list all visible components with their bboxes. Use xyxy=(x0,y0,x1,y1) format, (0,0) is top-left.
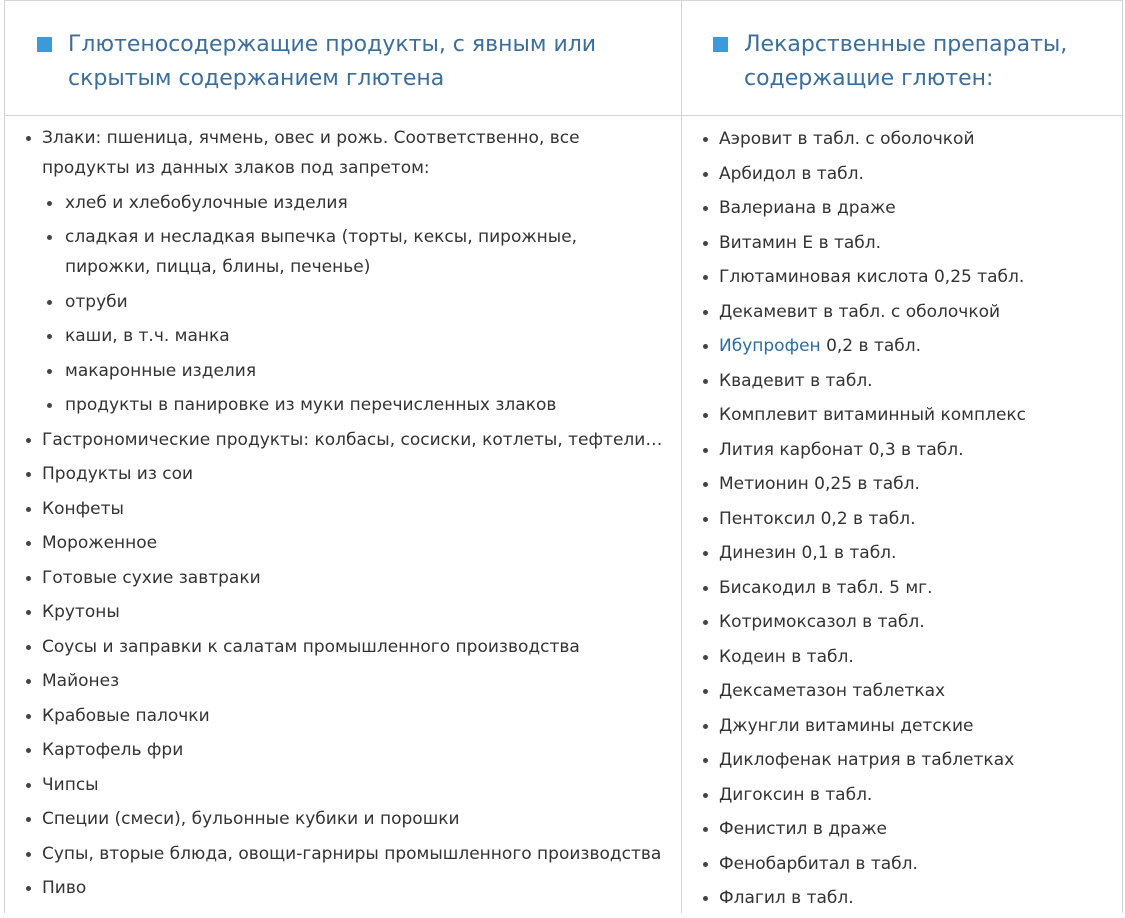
ibuprofen-dosage-text: 0,2 в табл. xyxy=(820,336,922,356)
sublist-item: каши, в т.ч. манка xyxy=(65,321,672,351)
list-item: Арбидол в табл. xyxy=(719,159,1119,189)
list-item: Комплевит витаминный комплекс xyxy=(719,400,1119,430)
list-item: Дигоксин в табл. xyxy=(719,780,1119,810)
sublist-item: хлеб и хлебобулочные изделия xyxy=(65,188,672,218)
list-item: Крутоны xyxy=(42,597,672,627)
list-item: Продукты из сои xyxy=(42,459,672,489)
list-item: Аэровит в табл. с оболочкой xyxy=(719,124,1119,154)
list-item: Кодеин в табл. xyxy=(719,642,1119,672)
list-item: Картофель фри xyxy=(42,735,672,765)
drugs-list xyxy=(719,124,1119,918)
list-item: Метионин 0,25 в табл. xyxy=(719,469,1119,499)
sublist-item: продукты в панировке из муки перечисленных злаков xyxy=(65,390,672,420)
list-item: Бисакодил в табл. 5 мг. xyxy=(719,573,1119,603)
cereals-intro-text: Злаки: пшеница, ячмень, овес и рожь. Соответственно, все продукты из данных злаков под запретом: xyxy=(42,128,580,178)
square-bullet-icon xyxy=(37,37,52,52)
foods-header-title: Глютеносодержащие продукты, с явным или скрытым содержанием глютена xyxy=(68,32,597,91)
square-bullet-icon xyxy=(713,37,728,52)
sublist-item: макаронные изделия xyxy=(65,356,672,386)
foods-list xyxy=(42,123,672,908)
header-cell-drugs xyxy=(682,1,1122,115)
list-item: Мороженное xyxy=(42,528,672,558)
list-item: Фенистил в драже xyxy=(719,814,1119,844)
list-item: Супы, вторые блюда, овощи-гарниры промышленного производства xyxy=(42,839,672,869)
list-item: Чипсы xyxy=(42,770,672,800)
list-item: Витамин Е в табл. xyxy=(719,228,1119,258)
list-item: Флагил в табл. xyxy=(719,883,1119,913)
list-item-ibuprofen xyxy=(719,331,1119,361)
column-divider xyxy=(681,1,682,913)
list-item: Пентоксил 0,2 в табл. xyxy=(719,504,1119,534)
list-item: Котримоксазол в табл. xyxy=(719,607,1119,637)
list-item: Соусы и заправки к салатам промышленного производства xyxy=(42,632,672,662)
list-item: Пиво xyxy=(42,873,672,903)
list-item: Дексаметазон таблетках xyxy=(719,676,1119,706)
cereal-products-sublist xyxy=(42,188,672,421)
list-item: Гастрономические продукты: колбасы, сосиски, котлеты, тефтели… xyxy=(42,425,672,455)
list-item: Лития карбонат 0,3 в табл. xyxy=(719,435,1119,465)
list-item: Валериана в драже xyxy=(719,193,1119,223)
list-item: Конфеты xyxy=(42,494,672,524)
drugs-header-title: Лекарственные препараты, содержащие глютен: xyxy=(744,32,1068,91)
list-item: Майонез xyxy=(42,666,672,696)
list-item: Крабовые палочки xyxy=(42,701,672,731)
header-cell-foods xyxy=(5,1,681,115)
list-item: Динезин 0,1 в табл. xyxy=(719,538,1119,568)
list-item: Специи (смеси), бульонные кубики и порошки xyxy=(42,804,672,834)
list-item: Декамевит в табл. с оболочкой xyxy=(719,297,1119,327)
sublist-item: сладкая и несладкая выпечка (торты, кексы, пирожные, пирожки, пицца, блины, печенье) xyxy=(65,222,635,282)
ibuprofen-link[interactable]: Ибупрофен xyxy=(719,336,821,356)
list-item: Квадевит в табл. xyxy=(719,366,1119,396)
list-item: Диклофенак натрия в таблетках xyxy=(719,745,1119,775)
header-divider xyxy=(5,115,1122,116)
list-item: Фенобарбитал в табл. xyxy=(719,849,1119,879)
sublist-item: отруби xyxy=(65,287,672,317)
list-item: Готовые сухие завтраки xyxy=(42,563,672,593)
gluten-table xyxy=(4,0,1123,913)
list-item: Джунгли витамины детские xyxy=(719,711,1119,741)
list-item: Глютаминовая кислота 0,25 табл. xyxy=(719,262,1119,292)
list-item-cereals xyxy=(42,123,672,420)
